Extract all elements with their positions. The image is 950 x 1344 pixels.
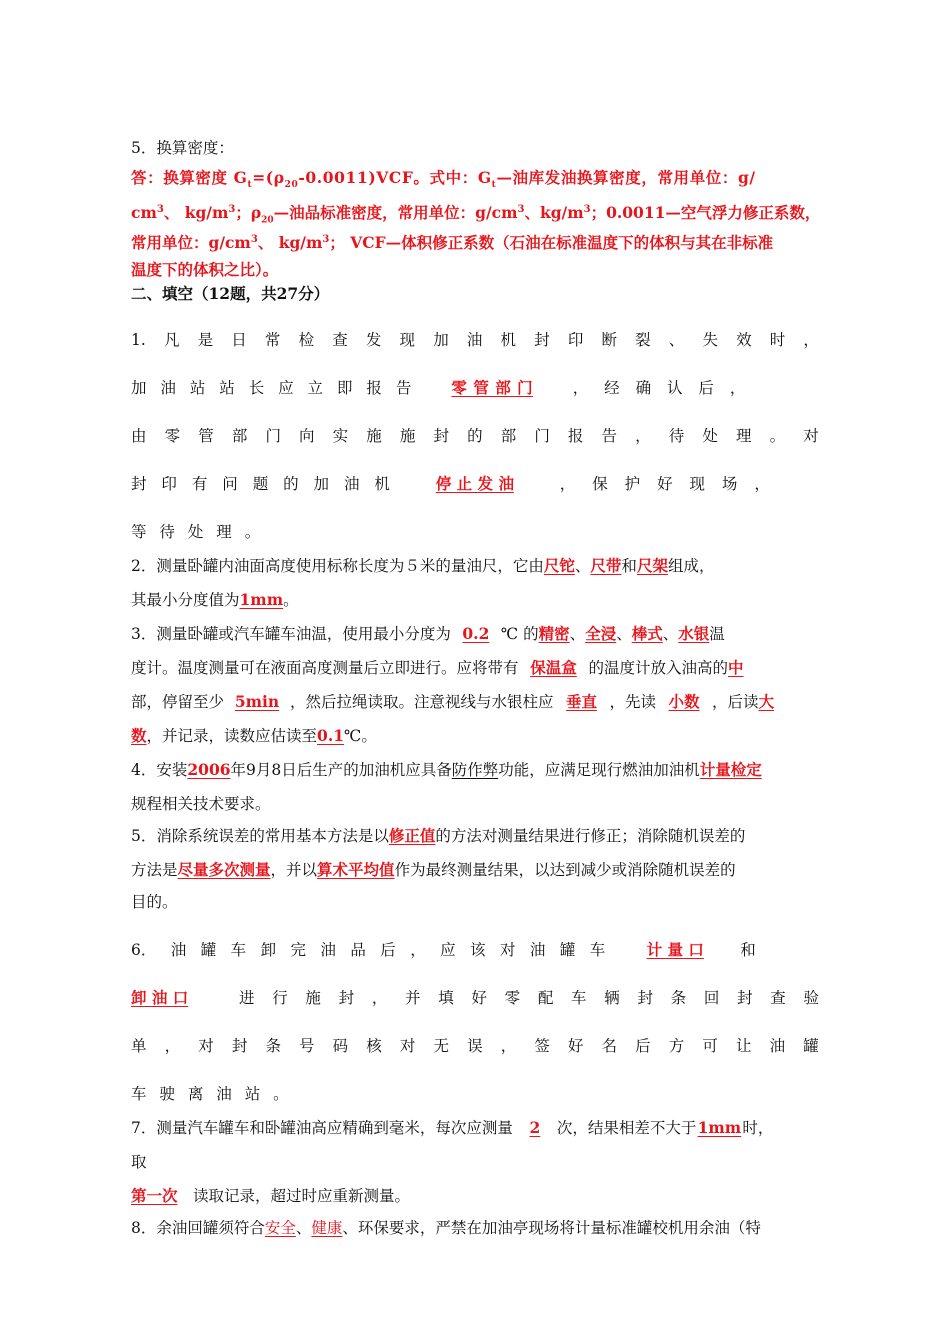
question-char: 1. <box>131 331 146 349</box>
question-char: 签 <box>534 1037 550 1055</box>
question-text: ，先读 <box>609 693 657 711</box>
q4-line-2: 规程相关技术要求。 <box>131 795 271 813</box>
question-text: 和 <box>621 557 637 575</box>
answer-blank: 计量检定 <box>699 760 762 779</box>
question-char: 查 <box>332 331 348 349</box>
question-char: 由 <box>131 427 147 445</box>
question-char: 施 <box>399 427 416 445</box>
subscript: 20 <box>261 215 274 226</box>
question-char: 误 <box>467 1037 483 1055</box>
question-char: 封 <box>737 989 753 1007</box>
question-char: 部 <box>231 427 248 445</box>
answer-blank: 5min <box>234 692 280 711</box>
q1-line-1 <box>131 330 819 350</box>
question-char: 时 <box>769 331 786 349</box>
question-text: 3．测量卧罐或汽车罐车油温，使用最小分度为 <box>131 625 451 643</box>
question-char: ， <box>500 1037 517 1055</box>
question-char: ， <box>803 331 819 349</box>
q1-line-5: 等 待 处 理 。 <box>131 523 261 541</box>
question-char: 报 <box>567 427 584 445</box>
answer-blank: 水银 <box>678 624 710 643</box>
question-text: ，并记录，读数应估读至 <box>146 727 318 745</box>
question-char: 加 <box>433 331 449 349</box>
question-text: 温 <box>709 625 725 643</box>
answer-text: 、kg/m <box>524 203 584 223</box>
answer-blank: 垂直 <box>566 692 598 711</box>
question-char: 封 <box>433 427 449 445</box>
question-char: 封 <box>534 331 550 349</box>
question-text: 其最小分度值为 <box>131 591 240 609</box>
question-char: 配 <box>537 989 554 1007</box>
answer-blank: 1mm <box>697 1118 742 1137</box>
answer-blank: 保温盒 <box>530 658 577 677</box>
question-char: 条 <box>670 989 687 1007</box>
question-text: ， 保 护 好 现 场 ， <box>559 475 770 493</box>
question-text: 、 <box>295 1219 312 1237</box>
question-char: 号 <box>299 1037 315 1055</box>
question-char: 可 <box>702 1037 718 1055</box>
q6-line-3 <box>131 1036 819 1056</box>
question-char: 门 <box>534 427 550 445</box>
question-char: 好 <box>471 989 487 1007</box>
question-text <box>239 988 819 1008</box>
question-char: 日 <box>231 331 247 349</box>
q5-answer-line-4: 温度下的体积之比）。 <box>131 260 279 279</box>
answer-text: 答：换算密度 G <box>131 168 248 187</box>
question-text: 4．安装 <box>131 761 188 779</box>
question-char: 发 <box>365 331 382 349</box>
superscript: 3 <box>250 234 258 245</box>
question-char: 进 <box>239 989 255 1007</box>
answer-blank: 2 <box>529 1118 541 1137</box>
question-text: 的温度计放入油高的 <box>588 659 729 677</box>
question-text: ，并以 <box>270 861 318 879</box>
question-char: 实 <box>332 427 349 445</box>
answer-blank: 健康 <box>311 1219 343 1237</box>
question-text: 的方法对测量结果进行修正；消除随机误差的 <box>435 827 746 845</box>
answer-blank: 算术平均值 <box>317 860 395 879</box>
question-text: 6． 油 罐 车 卸 完 油 品 后 ， 应 该 对 油 罐 车 <box>131 941 606 959</box>
answer-blank: 卸 油 口 <box>131 988 189 1007</box>
answer-blank: 大 <box>758 692 775 711</box>
question-char: 后 <box>635 1037 651 1055</box>
question-char: 管 <box>198 427 214 445</box>
question-char: 行 <box>272 989 288 1007</box>
question-char: 常 <box>264 331 281 349</box>
answer-blank: 第一次 <box>131 1186 178 1205</box>
question-char: 油 <box>769 1037 786 1055</box>
superscript: 3 <box>517 204 525 215</box>
question-text: 时， <box>742 1119 774 1137</box>
question-char: 部 <box>500 427 517 445</box>
question-char: 辆 <box>604 989 620 1007</box>
question-char: 门 <box>265 427 281 445</box>
question-text: 次，结果相差不大于 <box>556 1119 697 1137</box>
question-char: 断 <box>601 331 617 349</box>
q5-fill-line-1 <box>131 826 745 846</box>
question-text: 年9月8日后生产的加油机应具备 <box>230 761 452 779</box>
answer-blank: 精密 <box>538 624 570 643</box>
answer-text: ；0.0011—空气浮力修正系数， <box>590 203 821 223</box>
question-char: 的 <box>467 427 483 445</box>
question-char: 填 <box>438 989 454 1007</box>
answer-blank: 1mm <box>239 590 284 609</box>
question-char: 好 <box>567 1037 584 1055</box>
question-char: 验 <box>803 989 819 1007</box>
superscript: 3 <box>583 204 591 215</box>
superscript: 3 <box>322 234 330 245</box>
underlined-text: 防作弊 <box>451 761 499 779</box>
question-char: 核 <box>366 1037 382 1055</box>
question-char: 是 <box>197 331 214 349</box>
question-char: 处 <box>702 427 718 445</box>
q5-fill-line-3: 目的。 <box>131 893 178 911</box>
answer-blank: 2006 <box>187 760 231 779</box>
q1-line-4 <box>131 474 770 494</box>
q3-line-2 <box>131 658 744 678</box>
q5-answer-line-2 <box>131 200 820 230</box>
question-char: ， <box>635 427 651 445</box>
question-char: 方 <box>668 1037 685 1055</box>
question-text: 7．测量汽车罐车和卧罐油高应精确到毫米，每次应测量 <box>131 1119 513 1137</box>
answer-blank: 修正值 <box>388 826 436 845</box>
question-text: 功能，应满足现行燃油加油机 <box>498 761 700 779</box>
question-char: 印 <box>567 331 584 349</box>
question-text: ，后读 <box>712 693 759 711</box>
answer-blank: 尺铊 <box>543 556 575 575</box>
answer-blank: 尽量多次测量 <box>177 860 271 879</box>
question-char: 告 <box>601 427 618 445</box>
q5-answer-line-3 <box>131 230 773 253</box>
question-text: 、 <box>569 625 586 643</box>
q7-line-1 <box>131 1118 773 1138</box>
question-text: 5．消除系统误差的常用基本方法是以 <box>131 827 389 845</box>
question-text: 组成， <box>667 557 715 575</box>
q5-answer-line-1 <box>131 168 756 195</box>
question-text: 2．测量卧罐内油面高度使用标称长度为５米的量油尺，它由 <box>131 557 544 575</box>
question-text: 、 <box>574 557 591 575</box>
question-char: 罐 <box>803 1037 819 1055</box>
q3-line-3 <box>131 692 774 712</box>
question-char: 向 <box>299 427 315 445</box>
question-text: 部，停留至少 <box>131 693 225 711</box>
question-char: 让 <box>735 1037 752 1055</box>
answer-blank: 棒式 <box>631 624 663 643</box>
answer-text: —油库发油换算密度，常用单位：g/ <box>496 168 756 187</box>
answer-blank: 0.1 <box>317 726 344 745</box>
question-text: 8．余油回罐须符合 <box>131 1219 265 1237</box>
question-text: 度计。温度测量可在液面高度测量后立即进行。应将带有 <box>131 659 519 677</box>
question-char: 封 <box>338 989 355 1007</box>
q4-line-1 <box>131 760 762 780</box>
subscript: t <box>491 180 497 191</box>
question-text: ，然后拉绳读取。注意视线与水银柱应 <box>290 693 554 711</box>
question-char: 施 <box>366 427 382 445</box>
question-char: 回 <box>703 989 720 1007</box>
q1-line-3 <box>131 426 819 446</box>
q2-line-1 <box>131 556 714 576</box>
answer-blank: 0.2 <box>462 624 490 643</box>
question-char: 车 <box>571 989 587 1007</box>
question-char: 裂 <box>635 331 651 349</box>
answer-text: —油品标准密度，常用单位：g/cm <box>273 203 518 223</box>
answer-blank: 数 <box>131 726 147 745</box>
question-text: 方法是 <box>131 861 178 879</box>
q6-line-4: 车 驶 离 油 站 。 <box>131 1085 289 1103</box>
question-char: 效 <box>736 331 752 349</box>
question-char: 机 <box>500 331 517 349</box>
question-char: 油 <box>466 331 483 349</box>
question-char: 封 <box>637 989 653 1007</box>
question-char: 待 <box>668 427 685 445</box>
superscript: 3 <box>228 204 236 215</box>
q2-line-2 <box>131 590 299 610</box>
q7-line-3 <box>131 1186 410 1206</box>
question-text: 。 <box>283 591 299 609</box>
answer-blank: 停 止 发 油 <box>435 474 514 493</box>
answer-blank: 全浸 <box>585 624 617 643</box>
question-char: 单 <box>131 1037 147 1055</box>
question-char: 零 <box>504 989 521 1007</box>
question-text: 加 油 站 站 长 应 立 即 报 告 <box>131 379 412 397</box>
q5-fill-line-2 <box>131 860 736 880</box>
question-text: 读取记录，超过时应重新测量。 <box>193 1187 411 1205</box>
question-char: 凡 <box>163 331 180 349</box>
question-char: 并 <box>405 989 421 1007</box>
question-char: 施 <box>305 989 321 1007</box>
answer-blank: 中 <box>728 658 744 677</box>
question-char: ， <box>371 989 388 1007</box>
question-char: 失 <box>702 331 718 349</box>
question-text: ℃。 <box>344 727 377 745</box>
question-text: 、 <box>616 625 632 643</box>
question-char: 条 <box>265 1037 281 1055</box>
answer-blank: 零 管 部 门 <box>451 378 534 397</box>
question-text: 和 <box>740 941 756 959</box>
question-char: 封 <box>231 1037 248 1055</box>
answer-text: 常用单位：g/cm <box>131 233 251 253</box>
answer-blank: 尺带 <box>590 556 622 575</box>
question-char: 对 <box>399 1037 416 1055</box>
question-text: 封 印 有 问 题 的 加 油 机 <box>131 475 390 493</box>
answer-blank: 小数 <box>668 692 700 711</box>
q7-line-2: 取 <box>131 1153 147 1171</box>
q5-heading: 5．换算密度： <box>131 139 234 157</box>
question-text: 、 <box>662 625 679 643</box>
q6-line-1 <box>131 940 756 960</box>
answer-blank: 尺架 <box>636 556 668 575</box>
answer-text: 、 kg/m <box>257 233 323 253</box>
q3-line-4 <box>131 726 377 746</box>
subscript: 20 <box>284 180 299 191</box>
answer-text: =(ρ <box>252 168 285 187</box>
question-char: 检 <box>298 331 315 349</box>
question-char: 、 <box>668 331 685 349</box>
subscript: t <box>247 180 253 191</box>
question-char: 对 <box>803 427 819 445</box>
question-text: ℃ 的 <box>500 625 539 643</box>
answer-blank: 安全 <box>264 1219 296 1237</box>
question-char: 。 <box>769 427 786 445</box>
question-char: 零 <box>164 427 181 445</box>
answer-text: ；ρ <box>235 203 262 223</box>
q6-line-2 <box>131 988 819 1008</box>
question-char: 对 <box>198 1037 214 1055</box>
question-char: 无 <box>433 1037 449 1055</box>
answer-text: cm <box>131 203 157 223</box>
question-char: 码 <box>332 1037 349 1055</box>
answer-text: 、 kg/m <box>163 203 229 223</box>
question-char: 理 <box>735 427 752 445</box>
q3-line-1 <box>131 624 725 644</box>
question-char: 查 <box>770 989 786 1007</box>
question-text: 作为最终测量结果，以达到减少或消除随机误差的 <box>394 861 736 879</box>
q1-line-2 <box>131 378 746 398</box>
question-char: 名 <box>601 1037 618 1055</box>
answer-text: -0.0011)VCF。式中：G <box>298 168 492 187</box>
question-text: 、环保要求，严禁在加油亭现场将计量标准罐校机用余油（特 <box>342 1219 761 1237</box>
section-title: 二、填空（12题，共27分） <box>131 284 330 303</box>
question-char: ， <box>164 1037 181 1055</box>
superscript: 3 <box>156 204 164 215</box>
question-char: 现 <box>399 331 416 349</box>
answer-text: ； VCF—体积修正系数（石油在标准温度下的体积与其在非标准 <box>329 233 774 253</box>
q8-line-1 <box>131 1218 761 1238</box>
question-text: ， 经 确 认 后 ， <box>572 379 746 397</box>
answer-blank: 计 量 口 <box>646 940 704 959</box>
